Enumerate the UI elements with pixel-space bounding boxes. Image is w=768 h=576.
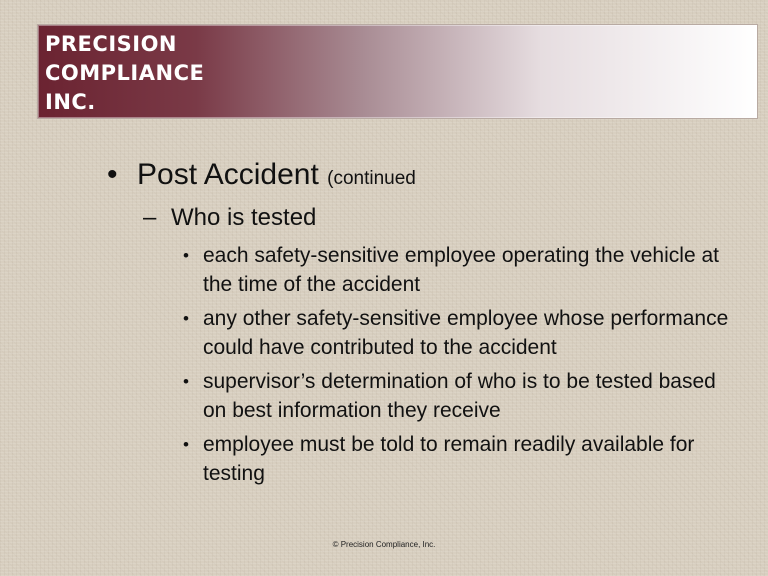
bullet-icon: •: [183, 309, 189, 328]
bullet-icon: •: [183, 246, 189, 265]
list-item: [183, 367, 743, 425]
list-item-text: any other safety-sensitive employee whose performance could have contributed to the accident: [203, 307, 729, 359]
list-item: [183, 430, 743, 488]
level2-text: Who is tested: [171, 204, 317, 231]
list-item: [183, 304, 743, 362]
level1-bullet-item: [107, 157, 416, 197]
level2-item: [143, 204, 316, 232]
company-name-line-1: PRECISION: [45, 32, 177, 56]
bullet-icon: •: [183, 435, 189, 454]
list-item-text: supervisor’s determination of who is to be tested based on best information they receive: [203, 370, 716, 422]
company-name-line-2: COMPLIANCE: [45, 61, 205, 85]
bullet-icon: •: [183, 372, 189, 391]
copyright-footer: © Precision Compliance, Inc.: [332, 540, 436, 549]
level3-bullet-list: [183, 241, 743, 493]
level1-bullet-icon: •: [107, 158, 118, 191]
list-item-text: each safety-sensitive employee operating the vehicle at the time of the accident: [203, 244, 719, 296]
list-item: [183, 241, 743, 299]
level1-note: (continued: [327, 168, 416, 189]
list-item-text: employee must be told to remain readily available for testing: [203, 433, 695, 485]
level2-dash-icon: –: [143, 204, 157, 231]
level1-text: Post Accident: [137, 158, 319, 191]
company-name-line-3: INC.: [45, 90, 96, 114]
